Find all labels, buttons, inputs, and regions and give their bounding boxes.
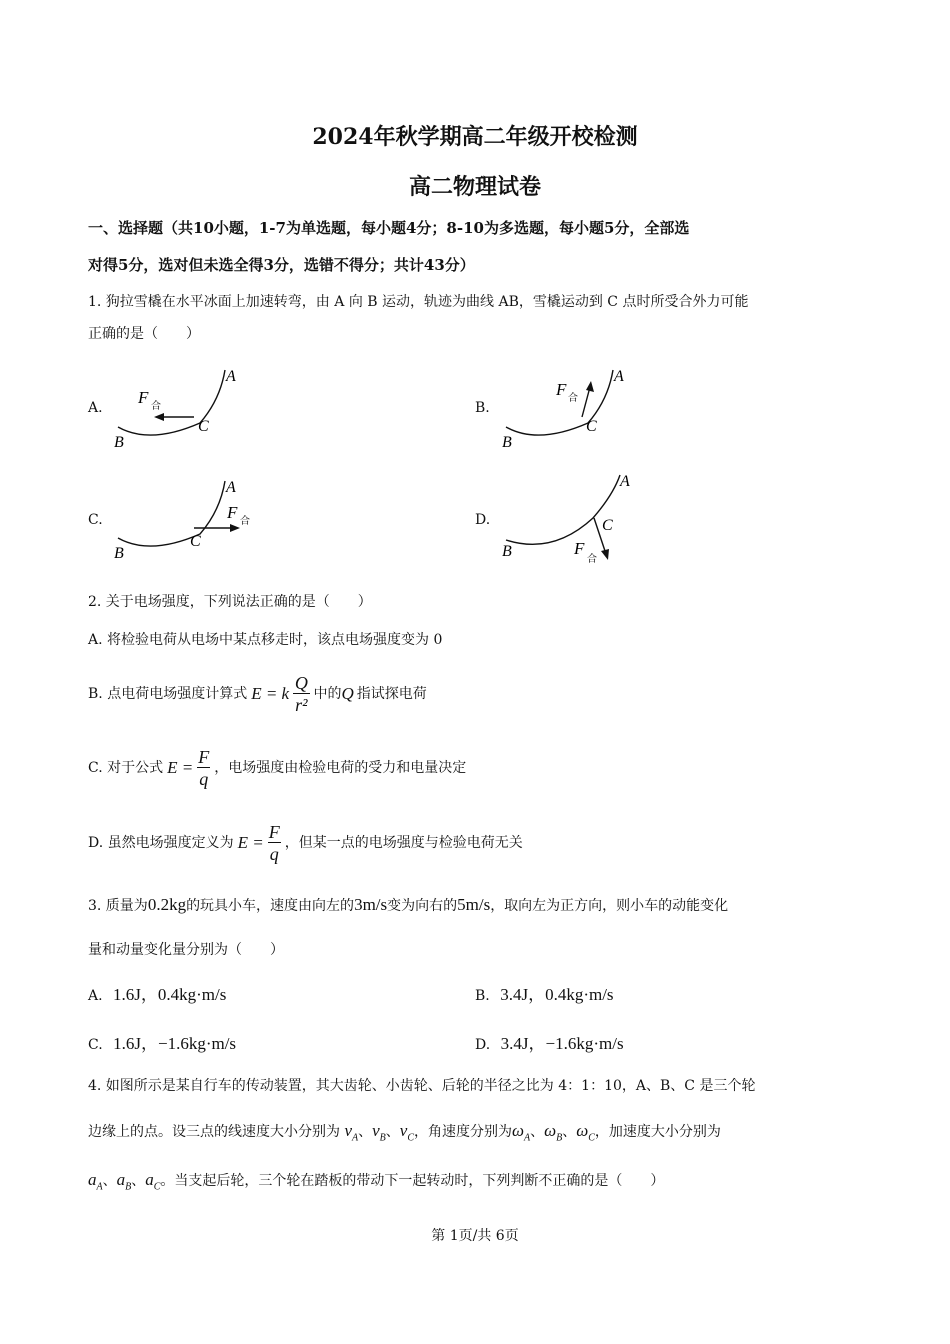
question-4-line3: $a_A$、$a_B$、$a_C$。当支起后轮，三个轮在踏板的带动下一起转动时，下列判断不正确的是（ ） xyxy=(88,1170,665,1193)
q2c-lhs: E = xyxy=(167,758,194,777)
question-3-line1 xyxy=(88,895,728,916)
q3-option-b xyxy=(475,985,614,1006)
q2-option-c xyxy=(88,742,466,794)
q1-option-a-figure xyxy=(110,365,260,455)
q4-text-l2c: ，加速度大小分别为 xyxy=(594,1124,721,1140)
q3b-value: 3.4J，0.4kg·m/s xyxy=(500,985,614,1004)
q2c-text-post: ，电场强度由检验电荷的受力和电量决定 xyxy=(214,760,467,776)
q1b-point-a: A xyxy=(614,368,624,385)
q2b-text-tail: 指试探电荷 xyxy=(356,686,427,702)
q2d-fraction xyxy=(268,822,281,865)
q2b-denominator: r² xyxy=(295,694,308,715)
exam-title: 2024年秋学期高二年级开校检测 xyxy=(312,124,638,150)
q1c-point-c: C xyxy=(190,533,201,550)
q4-text-l3b: 。当支起后轮，三个轮在踏板的带动下一起转动时，下列判断不正确的是（ ） xyxy=(160,1173,665,1189)
question-1-stem xyxy=(88,286,868,350)
q2d-lhs: E = xyxy=(237,833,264,852)
q4-va: $v_A$ xyxy=(344,1121,359,1144)
q1-option-a-label: A. xyxy=(88,400,103,416)
q1-option-b-figure xyxy=(498,365,648,455)
q1c-force-label: F xyxy=(227,503,238,522)
q2b-fraction xyxy=(293,673,309,716)
q1-option-c-figure xyxy=(110,476,270,566)
q4-vc: $v_C$ xyxy=(399,1121,414,1144)
q2-option-d xyxy=(88,817,523,869)
q3-text-c: 变为向右的 xyxy=(387,898,458,914)
q1-option-d-figure xyxy=(498,470,648,570)
q3-text-d: ，取向左为正方向，则小车的动能变化 xyxy=(490,898,729,914)
q1a-point-b: B xyxy=(114,434,124,451)
q2d-text-post: ，但某一点的电场强度与检验电荷无关 xyxy=(284,835,523,851)
q3c-value: 1.6J，−1.6kg·m/s xyxy=(113,1034,237,1053)
q2d-numerator: F xyxy=(268,821,280,842)
q1c-force-sub: 合 xyxy=(240,516,250,527)
question-3-line2: 量和动量变化量分别为（ ） xyxy=(88,942,284,958)
q3b-label: B. xyxy=(475,988,490,1004)
q4-wb: $\omega_B$ xyxy=(544,1121,563,1144)
q2b-lhs: E = k xyxy=(251,684,290,703)
q3-v2: 5m/s xyxy=(457,895,491,914)
q4-text-l2b: ，角速度分别为 xyxy=(413,1124,512,1140)
question-1-line2: 正确的是（ ） xyxy=(88,326,200,342)
q3-mass: 0.2kg xyxy=(147,895,187,914)
q1a-force-label: F xyxy=(138,388,149,407)
q1a-force-sub: 合 xyxy=(151,401,161,412)
q2b-var: Q xyxy=(341,684,354,703)
q1a-point-a: A xyxy=(226,368,236,385)
q1-option-c-label: C. xyxy=(88,512,103,528)
q3-option-a xyxy=(88,985,226,1006)
q3-option-c xyxy=(88,1034,236,1055)
q4-aa: $a_A$ xyxy=(88,1170,103,1193)
q3c-label: C. xyxy=(88,1037,103,1053)
q1-option-b-label: B. xyxy=(475,400,490,416)
section-heading xyxy=(88,210,868,284)
question-1-line1: 1. 狗拉雪橇在水平冰面上加速转弯，由 A 向 B 运动，轨迹为曲线 AB，雪橇运动到 C 点时所受合外力可能 xyxy=(88,294,749,310)
q1d-point-a: A xyxy=(620,473,630,490)
q1d-point-c: C xyxy=(602,517,613,534)
page-footer: 第 1页/共 6页 xyxy=(431,1228,519,1244)
section-heading-line2: 对得5分，选对但未选全得3分，选错不得分；共计43分） xyxy=(88,256,475,274)
section-heading-line1: 一、选择题（共10小题，1-7为单选题，每小题4分；8-10为多选题，每小题5分，全部选 xyxy=(88,219,690,237)
q2b-text-post: 中的 xyxy=(313,686,342,702)
exam-subtitle: 高二物理试卷 xyxy=(408,174,541,200)
q1b-force-sub: 合 xyxy=(568,393,578,404)
q3a-value: 1.6J，0.4kg·m/s xyxy=(113,985,227,1004)
q3d-value: 3.4J，−1.6kg·m/s xyxy=(500,1034,624,1053)
q4-ab: $a_B$ xyxy=(116,1170,132,1193)
q1c-point-a: A xyxy=(226,479,236,496)
q3-text-a: 3. 质量为 xyxy=(88,898,148,914)
q2c-text-pre: C. 对于公式 xyxy=(88,760,164,776)
q1b-force-label: F xyxy=(556,380,567,399)
q4-ac: $a_C$ xyxy=(145,1170,161,1193)
q2d-denominator: q xyxy=(269,843,279,864)
q4-wa: $\omega_A$ xyxy=(511,1121,531,1144)
q3-text-b: 的玩具小车，速度由向左的 xyxy=(186,898,355,914)
q2-option-b xyxy=(88,668,427,720)
q1b-point-b: B xyxy=(502,434,512,451)
q2c-numerator: F xyxy=(198,746,210,767)
q1-option-d-label: D. xyxy=(475,512,491,528)
q2-option-a: A. 将检验电荷从电场中某点移走时，该点电场强度变为 0 xyxy=(88,632,443,648)
q2c-denominator: q xyxy=(199,768,209,789)
question-4-line1: 4. 如图所示是某自行车的传动装置，其大齿轮、小齿轮、后轮的半径之比为 4：1：10，A、B、C 是三个轮 xyxy=(88,1078,756,1094)
q1d-force-label: F xyxy=(574,539,585,558)
q3-option-d xyxy=(475,1034,624,1055)
q4-vb: $v_B$ xyxy=(372,1121,386,1144)
q3d-label: D. xyxy=(475,1037,491,1053)
q4-wc: $\omega_C$ xyxy=(576,1121,595,1144)
q1d-force-sub: 合 xyxy=(587,554,597,565)
q1a-point-c: C xyxy=(198,418,209,435)
q4-text-l2a: 边缘上的点。设三点的线速度大小分别为 xyxy=(88,1124,340,1140)
q2b-text-pre: B. 点电荷电场强度计算式 xyxy=(88,686,248,702)
q2c-fraction xyxy=(197,747,210,790)
q2b-numerator: Q xyxy=(294,672,308,693)
q2d-text-pre: D. 虽然电场强度定义为 xyxy=(88,835,234,851)
q1c-point-b: B xyxy=(114,545,124,562)
q3a-label: A. xyxy=(88,988,103,1004)
q3-v1: 3m/s xyxy=(354,895,388,914)
question-4-line2: 边缘上的点。设三点的线速度大小分别为 $v_A$、$v_B$、$v_C$，角速度分别为$\omega_A$、$\omega_B$、$\omega_C$，加速度大小分别为 xyxy=(88,1121,721,1144)
question-2-stem: 2. 关于电场强度，下列说法正确的是（ ） xyxy=(88,594,372,610)
q1d-point-b: B xyxy=(502,543,512,560)
q1b-point-c: C xyxy=(586,418,597,435)
